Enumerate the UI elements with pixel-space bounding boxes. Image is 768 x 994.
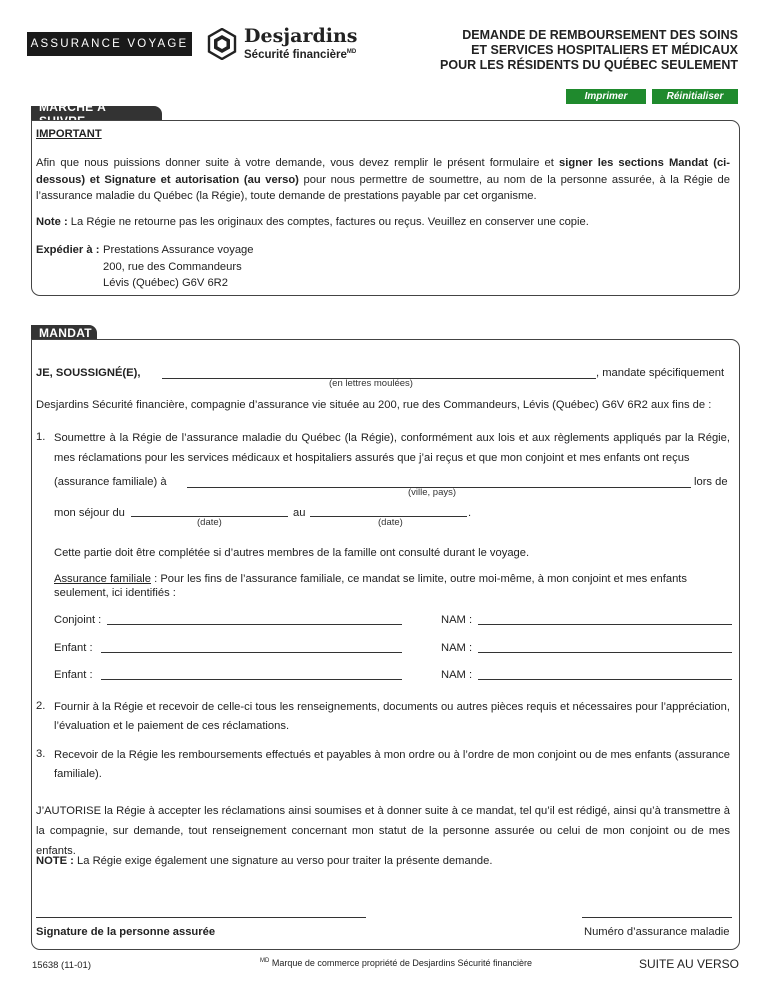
date-from-caption: (date) xyxy=(197,517,222,528)
enfant-2-field[interactable] xyxy=(101,679,402,680)
address-line-2: 200, rue des Commandeurs xyxy=(103,260,242,273)
item1-family: (assurance familiale) à xyxy=(54,476,167,488)
je-soussigne-label: JE, SOUSSIGNÉ(E), xyxy=(36,367,141,379)
enfant-2-label: Enfant : xyxy=(54,669,93,681)
trademark-note: $^{MD}$ Marque de commerce propriété de Desjardins Sécurité financière xyxy=(260,958,532,968)
important-heading: IMPORTANT xyxy=(36,128,102,140)
enfant-1-nam-field[interactable] xyxy=(478,652,732,653)
item2-number: 2. xyxy=(36,700,46,712)
conjoint-label: Conjoint : xyxy=(54,614,102,626)
mandate-text: , mandate spécifiquement xyxy=(596,367,725,379)
enfant-2-nam-label: NAM : xyxy=(441,669,473,681)
item1-text: Soumettre à la Régie de l’assurance maladie du Québec (la Régie), conformément aux lois et aux règlements appliqués par la Régie, mes réclamations pour les services médicaux et hospitaliers assurés que j’ai reçus et que mon conjoint et mes enfants ont reçus xyxy=(54,432,730,464)
item1-lors: lors de xyxy=(694,476,728,488)
marche-note: Note : La Régie ne retourne pas les originaux des comptes, factures ou reçus. Veuillez en conserver une copie. xyxy=(36,216,589,228)
sejour-end: . xyxy=(468,507,472,519)
send-to-label: Expédier à : xyxy=(36,244,100,256)
title-line-2: ET SERVICES HOSPITALIERS ET MÉDICAUX xyxy=(471,43,738,57)
trademark-md: MD xyxy=(260,958,270,964)
conjoint-field[interactable] xyxy=(107,624,402,625)
address-line-1: Prestations Assurance voyage xyxy=(103,244,254,256)
brand-bar xyxy=(27,32,192,56)
logo-mark: MD xyxy=(346,49,357,55)
logo-name: Desjardins xyxy=(244,25,358,47)
family-note: Cette partie doit être complétée si d’autres membres de la famille ont consulté durant le voyage. xyxy=(54,547,530,559)
sejour-du-label: mon séjour du xyxy=(54,507,125,519)
enfant-1-field[interactable] xyxy=(101,652,402,653)
signature-field[interactable] xyxy=(36,917,366,918)
suite-au-verso: SUITE AU VERSO xyxy=(638,957,739,971)
marche-intro: Afin que nous puissions donner suite à votre demande, vous devez remplir le présent formulaire et signer les sections Mandat (ci-dessous) et Signature et autorisation (au verso) pour nous permettre de soumettre, au nom de la personne assurée, à la Régie de l’assurance maladie du Québec (la Régie), toute demande de prestations payable par cet organisme. xyxy=(36,157,731,202)
desjardins-logo xyxy=(207,27,357,62)
reset-button[interactable]: Réinitialiser xyxy=(652,89,738,104)
family-insurance-text: Assurance familiale : Pour les fins de l’assurance familiale, ce mandat se limite, outre moi-même, à mon conjoint et mes enfants seulement, ici identifiés : xyxy=(54,573,688,599)
mandat-section-tab: MANDAT xyxy=(31,325,97,340)
company-text: Desjardins Sécurité financière, compagnie d’assurance vie située au 200, rue des Commandeurs, Lévis (Québec) G6V 6R2 aux fins de : xyxy=(36,399,712,411)
item3-number: 3. xyxy=(36,748,46,760)
marche-section-tab: MARCHE À SUIVRE xyxy=(31,106,162,121)
sejour-au-label: au xyxy=(293,507,306,519)
signature-label: Signature de la personne assurée xyxy=(36,926,216,938)
item3-text: Recevoir de la Régie les remboursements effectués et payables à mon ordre ou à l’ordre de mon conjoint ou de mes enfants (assurance familiale). xyxy=(54,749,730,780)
item2-text: Fournir à la Régie et recevoir de celle-ci tous les renseignements, documents ou autres pièces requis et nécessaires pour l’appréciation, l’évaluation et le paiement de ces réclamations. xyxy=(54,701,730,732)
hexagon-logo-icon xyxy=(207,28,237,60)
health-number-label: Numéro d’assurance maladie xyxy=(584,926,730,938)
print-button[interactable]: Imprimer xyxy=(566,89,646,104)
authorize-text: J’AUTORISE la Régie à accepter les réclamations ainsi soumises et à donner suite à ce mandat, tel qu’il est rédigé, ainsi qu’à transmettre à la compagnie, sur demande, tout renseignement concernant mon statut de la personne assurée ou celui de mon conjoint ou de mes enfants. xyxy=(36,805,730,857)
address-line-3: Lévis (Québec) G6V 6R2 xyxy=(103,277,228,289)
form-title xyxy=(440,28,738,73)
item1-number: 1. xyxy=(36,431,46,443)
enfant-2-nam-field[interactable] xyxy=(478,679,732,680)
title-line-3: POUR LES RÉSIDENTS DU QUÉBEC SEULEMENT xyxy=(440,58,738,72)
mandat-note: NOTE : La Régie exige également une signature au verso pour traiter la présente demande. xyxy=(36,855,493,867)
logo-sub: Sécurité financière$^{MD}$ xyxy=(244,48,357,61)
brand-bar-label: ASSURANCE VOYAGE xyxy=(30,38,189,50)
conjoint-nam-field[interactable] xyxy=(478,624,732,625)
form-code: 15638 (11-01) xyxy=(32,960,91,971)
enfant-1-nam-label: NAM : xyxy=(441,642,473,654)
date-to-caption: (date) xyxy=(378,517,403,528)
health-number-field[interactable] xyxy=(582,917,732,918)
name-caption: (en lettres moulées) xyxy=(329,378,413,389)
title-line-1: DEMANDE DE REMBOURSEMENT DES SOINS xyxy=(462,28,738,42)
enfant-1-label: Enfant : xyxy=(54,642,93,654)
conjoint-nam-label: NAM : xyxy=(441,614,473,626)
city-caption: (ville, pays) xyxy=(408,487,457,498)
send-address xyxy=(103,242,254,292)
